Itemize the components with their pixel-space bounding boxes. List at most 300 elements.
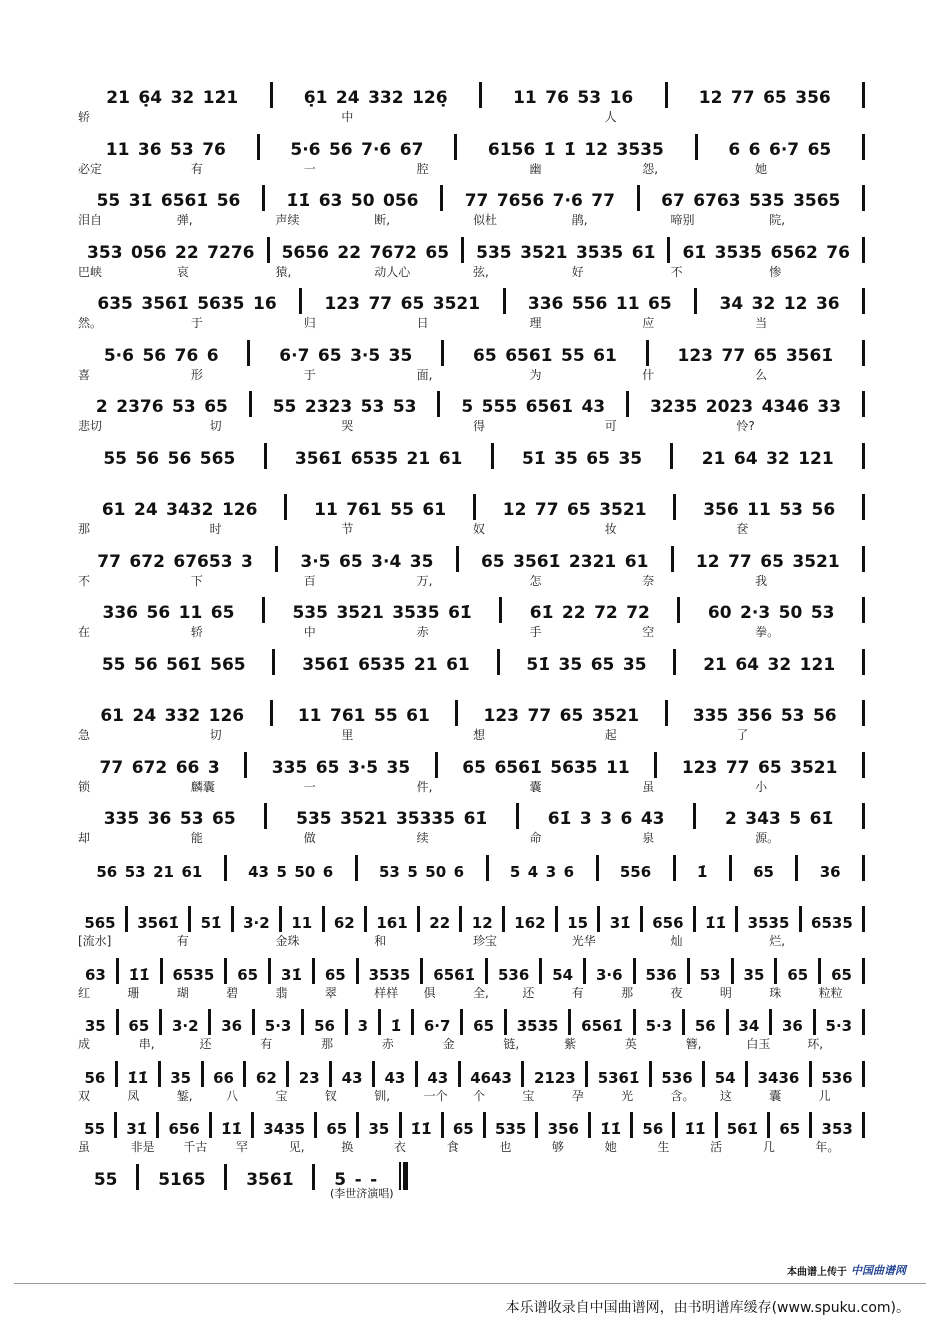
bar-line xyxy=(479,82,482,108)
lyrics-row xyxy=(78,520,868,537)
measure: 11 76 53 16 xyxy=(513,88,634,108)
bar-line xyxy=(774,958,777,984)
measure: 3·2 xyxy=(171,1017,199,1035)
lyric-syllable: 粒粒 xyxy=(818,985,843,1000)
measure: 31̇ xyxy=(281,965,302,984)
lyric-syllable: 于 xyxy=(190,316,203,330)
measure: 55 31̇ 6561̇ 56 xyxy=(96,191,241,211)
measure: 11 761 55 61 xyxy=(314,500,447,520)
bar-line xyxy=(503,288,506,314)
lyric-syllable: 俱 xyxy=(423,985,436,1000)
measure: 54 xyxy=(552,965,574,984)
bar-line xyxy=(862,134,865,160)
measure: 43 xyxy=(341,1068,363,1087)
measure: 55 56 561̇ 565 xyxy=(101,654,246,675)
bar-line xyxy=(114,1112,117,1138)
measure: 3 xyxy=(357,1017,369,1035)
lyric-syllable: 簪, xyxy=(685,1037,702,1051)
bar-line xyxy=(682,1009,685,1035)
lyric-syllable: 人 xyxy=(604,110,617,124)
measure: 536 xyxy=(661,1068,693,1087)
lyric-syllable: 八 xyxy=(226,1088,239,1103)
lyric-syllable: 赤 xyxy=(416,625,429,639)
bar-line xyxy=(160,958,163,984)
bar-line xyxy=(159,1009,162,1035)
score-system xyxy=(78,1005,868,1052)
lyric-syllable: 切 xyxy=(209,419,222,433)
measure: 51̇ 35 65 35 xyxy=(526,654,647,675)
measure: 1̇1̇ xyxy=(684,1120,706,1138)
lyric-syllable: 珍宝 xyxy=(473,934,498,948)
measure: 3561̇ 6535 21 61 xyxy=(294,448,463,469)
measure: 65 xyxy=(753,862,774,881)
bar-line xyxy=(417,906,420,932)
measure: 12 77 65 3521 xyxy=(695,551,840,572)
lyric-syllable: 能 xyxy=(190,831,203,845)
lyric-syllable: 然。 xyxy=(78,316,103,330)
measure: 12 77 65 3521 xyxy=(502,500,647,520)
measure: 2123 xyxy=(533,1068,576,1087)
lyric-syllable: 怎 xyxy=(529,573,542,588)
measure: 5165 xyxy=(158,1169,206,1190)
lyric-syllable: 英 xyxy=(624,1037,637,1051)
lyric-syllable: 轿 xyxy=(190,625,203,639)
score-system xyxy=(78,490,868,537)
lyric-syllable: 却 xyxy=(78,831,91,845)
measure: 1̇1̇ xyxy=(410,1120,432,1138)
measure: 61 24 332 126 xyxy=(100,706,245,726)
bar-line xyxy=(694,288,697,314)
bar-line xyxy=(158,1061,161,1087)
bar-line xyxy=(411,1009,414,1035)
lyric-syllable: 好 xyxy=(571,264,584,279)
lyric-syllable: 那 xyxy=(78,522,91,536)
lyric-syllable: 惨 xyxy=(769,264,782,279)
bar-line xyxy=(329,1061,332,1087)
bar-line xyxy=(862,855,865,881)
lyric-syllable: 有 xyxy=(571,985,584,1000)
measure: 35 xyxy=(84,1017,106,1035)
measure: 5·6 56 76 6 xyxy=(103,345,219,366)
score-system xyxy=(78,696,868,743)
measure: 353 056 22 7276 xyxy=(87,242,255,263)
bar-line xyxy=(715,1112,718,1138)
lyrics-row xyxy=(78,417,868,434)
measure: 162 xyxy=(514,914,546,932)
lyric-syllable: 应 xyxy=(642,316,655,330)
score-system xyxy=(78,593,868,640)
measure: 335 36 53 65 xyxy=(103,809,236,829)
notation-row xyxy=(78,542,868,572)
measure: 65 xyxy=(326,1120,348,1138)
measure: 65 xyxy=(237,965,259,984)
lyric-syllable: 虽 xyxy=(78,1140,91,1154)
bar-line xyxy=(640,906,643,932)
score-system xyxy=(78,1057,868,1104)
bar-line xyxy=(491,443,494,469)
lyric-syllable: 她 xyxy=(604,1140,617,1154)
bar-line xyxy=(731,958,734,984)
measure: 23 xyxy=(298,1068,320,1087)
lyric-syllable: 含。 xyxy=(670,1088,695,1103)
lyric-syllable: 衣 xyxy=(394,1140,407,1154)
score-system xyxy=(78,542,868,589)
bar-line xyxy=(633,1009,636,1035)
bar-line xyxy=(630,1112,633,1138)
score-system xyxy=(78,387,868,434)
bar-line xyxy=(209,1112,212,1138)
lyric-syllable: 成 xyxy=(78,1037,91,1051)
lyrics-row xyxy=(78,108,868,125)
measure: 2 2376 53 65 xyxy=(95,397,228,417)
lyric-syllable: 动人心 xyxy=(374,264,411,279)
measure: 21 64 32 121 xyxy=(703,654,836,675)
lyric-syllable: 轿 xyxy=(78,110,91,124)
lyric-syllable: 急 xyxy=(78,728,91,742)
bar-line xyxy=(440,185,443,211)
measure: 31̇ xyxy=(609,914,631,932)
measure: 123 77 65 3521 xyxy=(483,706,640,726)
measure: 51̇ 35 65 35 xyxy=(521,448,643,469)
notation-row xyxy=(78,799,868,829)
lyric-syllable: 了 xyxy=(736,728,749,742)
bar-line xyxy=(378,1009,381,1035)
measure: 56 xyxy=(694,1017,716,1035)
bar-line xyxy=(249,391,252,417)
lyric-syllable: 灿 xyxy=(670,934,683,948)
bar-line xyxy=(461,237,464,263)
notation-row xyxy=(78,851,868,881)
lyric-syllable: 怜? xyxy=(736,419,755,433)
measure: 21 64 32 121 xyxy=(701,448,834,469)
measure: 1̇1̇ xyxy=(127,1068,149,1087)
lyric-syllable: 日 xyxy=(416,316,429,330)
measure: 56 xyxy=(642,1120,664,1138)
lyric-syllable: 罕 xyxy=(236,1140,249,1154)
measure: 535 xyxy=(495,1120,527,1138)
lyric-syllable: 还 xyxy=(522,985,535,1000)
bar-line xyxy=(862,752,865,778)
lyric-syllable: 一 xyxy=(303,779,316,794)
notation-row xyxy=(78,902,868,932)
notation-row xyxy=(78,1108,868,1138)
measure: 55 xyxy=(93,1169,118,1190)
lyric-syllable: 样样 xyxy=(374,985,399,1000)
measure: 65 xyxy=(831,965,852,984)
measure: 656 xyxy=(652,914,684,932)
lyric-syllable: 翡 xyxy=(275,985,288,1000)
measure: 34 xyxy=(738,1017,760,1035)
bar-line xyxy=(795,855,798,881)
bar-line xyxy=(813,1009,816,1035)
bar-line xyxy=(670,443,673,469)
lyric-syllable: 切 xyxy=(209,728,222,742)
measure: 61̇ 3535 6562 76 xyxy=(682,242,850,263)
bar-line xyxy=(270,82,273,108)
measure: 2 343 5 61̇ xyxy=(724,809,834,829)
measure: 65 xyxy=(324,965,346,984)
bar-line xyxy=(257,134,260,160)
lyric-syllable: 归 xyxy=(303,316,316,330)
measure: 5·3 xyxy=(825,1017,853,1035)
lyric-syllable: 赤 xyxy=(381,1037,394,1051)
bar-line xyxy=(597,906,600,932)
bar-line xyxy=(702,1061,705,1087)
bar-line xyxy=(862,1009,865,1035)
bar-line xyxy=(745,1061,748,1087)
measure: 556 xyxy=(619,862,652,881)
site-logo[interactable]: 中国曲谱网 xyxy=(851,1264,906,1277)
lyrics-row xyxy=(78,366,868,383)
lyric-syllable: 双 xyxy=(78,1088,91,1103)
bar-line xyxy=(275,546,278,572)
lyric-syllable: 明 xyxy=(719,985,732,1000)
measure: 5·3 xyxy=(645,1017,673,1035)
measure: 6561̇ xyxy=(581,1017,623,1035)
lyric-syllable: 啼别 xyxy=(670,213,695,227)
lyric-syllable: 喜 xyxy=(78,367,91,382)
score-system xyxy=(78,78,868,125)
lyric-syllable: 中 xyxy=(341,110,354,124)
measure: 535 3521 35335 61̇ xyxy=(296,809,488,829)
bar-line xyxy=(459,906,462,932)
bar-line xyxy=(115,1061,118,1087)
lyric-syllable: 奴 xyxy=(473,522,486,536)
bar-line xyxy=(251,1112,254,1138)
lyric-syllable: 想 xyxy=(473,728,486,742)
bar-line xyxy=(286,1061,289,1087)
bar-line xyxy=(460,1009,463,1035)
score-system xyxy=(78,1108,868,1155)
notation-row xyxy=(78,748,868,778)
bar-line xyxy=(301,1009,304,1035)
bar-line xyxy=(208,1009,211,1035)
bar-line xyxy=(665,82,668,108)
bar-line xyxy=(224,1164,227,1190)
bar-line xyxy=(654,752,657,778)
bar-line xyxy=(399,1112,402,1138)
lyric-syllable: 那 xyxy=(621,985,634,1000)
lyric-syllable: 见, xyxy=(288,1140,305,1154)
measure: 3·2 xyxy=(243,914,270,932)
bar-line xyxy=(224,855,227,881)
notation-row xyxy=(78,78,868,108)
measure: 3·5 65 3·4 35 xyxy=(300,551,434,572)
lyric-syllable: 宝 xyxy=(275,1088,288,1103)
lyric-syllable: 孕 xyxy=(571,1088,584,1103)
score-system xyxy=(78,439,868,469)
bar-line xyxy=(268,958,271,984)
lyric-syllable: 院, xyxy=(769,213,786,227)
measure: 5656 22 7672 65 xyxy=(281,242,450,263)
bar-line xyxy=(355,855,358,881)
lyrics-row xyxy=(78,1087,868,1104)
measure: 1̇ xyxy=(696,862,708,881)
measure: 67 6763 535 3565 xyxy=(661,191,841,211)
measure: 1̇1̇ xyxy=(221,1120,242,1138)
lyric-syllable: 腔 xyxy=(416,161,429,176)
measure: 3·6 xyxy=(595,965,623,984)
bar-line xyxy=(322,906,325,932)
measure: 6·7 65 3·5 35 xyxy=(279,345,413,366)
lyric-syllable: 活 xyxy=(710,1140,723,1154)
lyric-syllable: 钗 xyxy=(324,1088,337,1103)
lyrics-row xyxy=(78,984,868,1001)
lyric-syllable: 一个 xyxy=(423,1088,448,1103)
measure: 335 356 53 56 xyxy=(692,706,837,726)
bar-line xyxy=(485,958,488,984)
measure: 123 77 65 3521 xyxy=(324,294,481,314)
lyric-syllable: 泪自 xyxy=(78,213,103,227)
bar-line xyxy=(356,1112,359,1138)
bar-line xyxy=(862,494,865,520)
notation-row xyxy=(78,284,868,314)
lyric-syllable: 泉 xyxy=(642,831,655,845)
measure: 65 3561̇ 2321 61 xyxy=(480,551,649,572)
bar-line xyxy=(862,391,865,417)
bar-line xyxy=(677,597,680,623)
lyric-syllable: 红 xyxy=(78,985,91,1000)
lyric-syllable: 小 xyxy=(755,779,768,794)
measure: 11 xyxy=(291,914,313,932)
lyric-syllable: 空 xyxy=(642,625,655,639)
measure: 62 xyxy=(333,914,355,932)
bar-line xyxy=(862,546,865,572)
measure: 43 xyxy=(427,1068,449,1087)
lyric-syllable: 那 xyxy=(321,1037,334,1051)
lyric-syllable: 钏, xyxy=(374,1088,391,1103)
upload-credit xyxy=(787,1262,906,1278)
bar-line xyxy=(272,649,275,675)
lyric-syllable: 形 xyxy=(190,367,203,382)
bar-line xyxy=(818,958,821,984)
lyric-syllable: 夜 xyxy=(670,985,683,1000)
measure: 5 555 6561̇ 43 xyxy=(461,397,606,417)
measure: 536 xyxy=(645,965,677,984)
measure: 34 32 12 36 xyxy=(719,294,840,314)
bar-line xyxy=(862,1112,865,1138)
notation-row xyxy=(78,439,868,469)
measure: 1̇1̇ xyxy=(705,914,727,932)
bar-line xyxy=(372,1061,375,1087)
score-system xyxy=(78,284,868,331)
score-system xyxy=(78,130,868,177)
measure: 3535 xyxy=(516,1017,559,1035)
bar-line xyxy=(244,752,247,778)
bar-line xyxy=(671,546,674,572)
lyric-syllable: 理 xyxy=(529,316,542,330)
lyric-syllable: 一 xyxy=(303,161,316,176)
upload-text: 本曲谱上传于 xyxy=(787,1266,847,1278)
bar-line xyxy=(862,340,865,366)
lyric-syllable: 换 xyxy=(341,1140,354,1154)
lyrics-row xyxy=(78,726,868,743)
bar-line xyxy=(279,906,282,932)
notation-row xyxy=(78,954,868,984)
bar-line xyxy=(420,958,423,984)
measure: 356 xyxy=(547,1120,579,1138)
measure: 561̇ xyxy=(726,1120,759,1138)
measure: 1̇ xyxy=(390,1017,402,1035)
lyric-syllable: 我 xyxy=(755,573,768,588)
measure: 51̇ xyxy=(200,914,222,932)
bar-line xyxy=(356,958,359,984)
bar-line xyxy=(483,1112,486,1138)
lyric-syllable: 巴峡 xyxy=(78,264,103,279)
measure: 22 xyxy=(429,914,451,932)
bar-line xyxy=(116,958,119,984)
measure: 536 xyxy=(497,965,530,984)
bar-line xyxy=(455,700,458,726)
bar-line xyxy=(345,1009,348,1035)
lyric-syllable: 做 xyxy=(303,831,316,845)
bar-line xyxy=(862,288,865,314)
measure: 61̇ 3 3 6 43 xyxy=(547,809,665,829)
bar-line xyxy=(497,649,500,675)
lyric-syllable: 弦, xyxy=(473,264,489,279)
lyric-syllable: 鹃, xyxy=(571,213,588,227)
lyric-syllable: 万, xyxy=(416,573,433,588)
lyric-syllable: 有 xyxy=(190,161,203,176)
bar-line xyxy=(646,340,649,366)
measure: 65 xyxy=(128,1017,150,1035)
lyric-syllable: 不 xyxy=(670,264,683,279)
bar-line xyxy=(521,1061,524,1087)
bar-line xyxy=(441,340,444,366)
measure: 335 65 3·5 35 xyxy=(271,757,411,778)
lyric-syllable: 源。 xyxy=(755,831,780,845)
bar-line xyxy=(862,649,865,675)
measure: 6535 xyxy=(811,914,853,932)
bar-line xyxy=(735,906,738,932)
measure: 56 xyxy=(314,1017,335,1035)
lyric-syllable: 囊 xyxy=(769,1088,782,1103)
notation-row xyxy=(78,1057,868,1087)
measure: 35 xyxy=(743,965,765,984)
measure: 61 24 3432 126 xyxy=(101,500,258,520)
lyric-syllable: 串, xyxy=(138,1037,155,1051)
measure: 55 2323 53 53 xyxy=(272,397,417,417)
bar-line xyxy=(862,185,865,211)
lyric-syllable: 千古 xyxy=(183,1140,208,1154)
lyric-syllable: 断, xyxy=(374,213,391,227)
measure: 60 2·3 50 53 xyxy=(707,603,835,623)
bar-line xyxy=(267,237,270,263)
lyric-syllable: 为 xyxy=(529,367,542,382)
measure: 3561̇ 6535 21 61 xyxy=(302,654,470,675)
bar-line xyxy=(799,906,802,932)
lyric-syllable: 当 xyxy=(755,316,768,330)
measure: 56 xyxy=(84,1068,106,1087)
lyrics-row xyxy=(78,778,868,795)
bar-line xyxy=(504,1009,507,1035)
lyric-syllable: 悲切 xyxy=(78,419,103,433)
bar-line xyxy=(136,1164,139,1190)
measure: 12 xyxy=(471,914,493,932)
lyric-syllable: 珠 xyxy=(769,985,782,1000)
bar-line xyxy=(673,494,676,520)
lyric-syllable: 于 xyxy=(303,367,316,382)
lyrics-row xyxy=(78,932,868,949)
lyric-syllable: 面, xyxy=(416,367,433,382)
bar-line xyxy=(364,906,367,932)
measure: 536 xyxy=(821,1068,853,1087)
measure: 635 3561̇ 5635 16 xyxy=(97,294,277,314)
lyrics-row xyxy=(78,263,868,280)
lyric-syllable: 几 xyxy=(762,1140,775,1154)
lyric-syllable: 哀 xyxy=(176,264,189,279)
lyric-syllable: 奈 xyxy=(642,573,655,588)
